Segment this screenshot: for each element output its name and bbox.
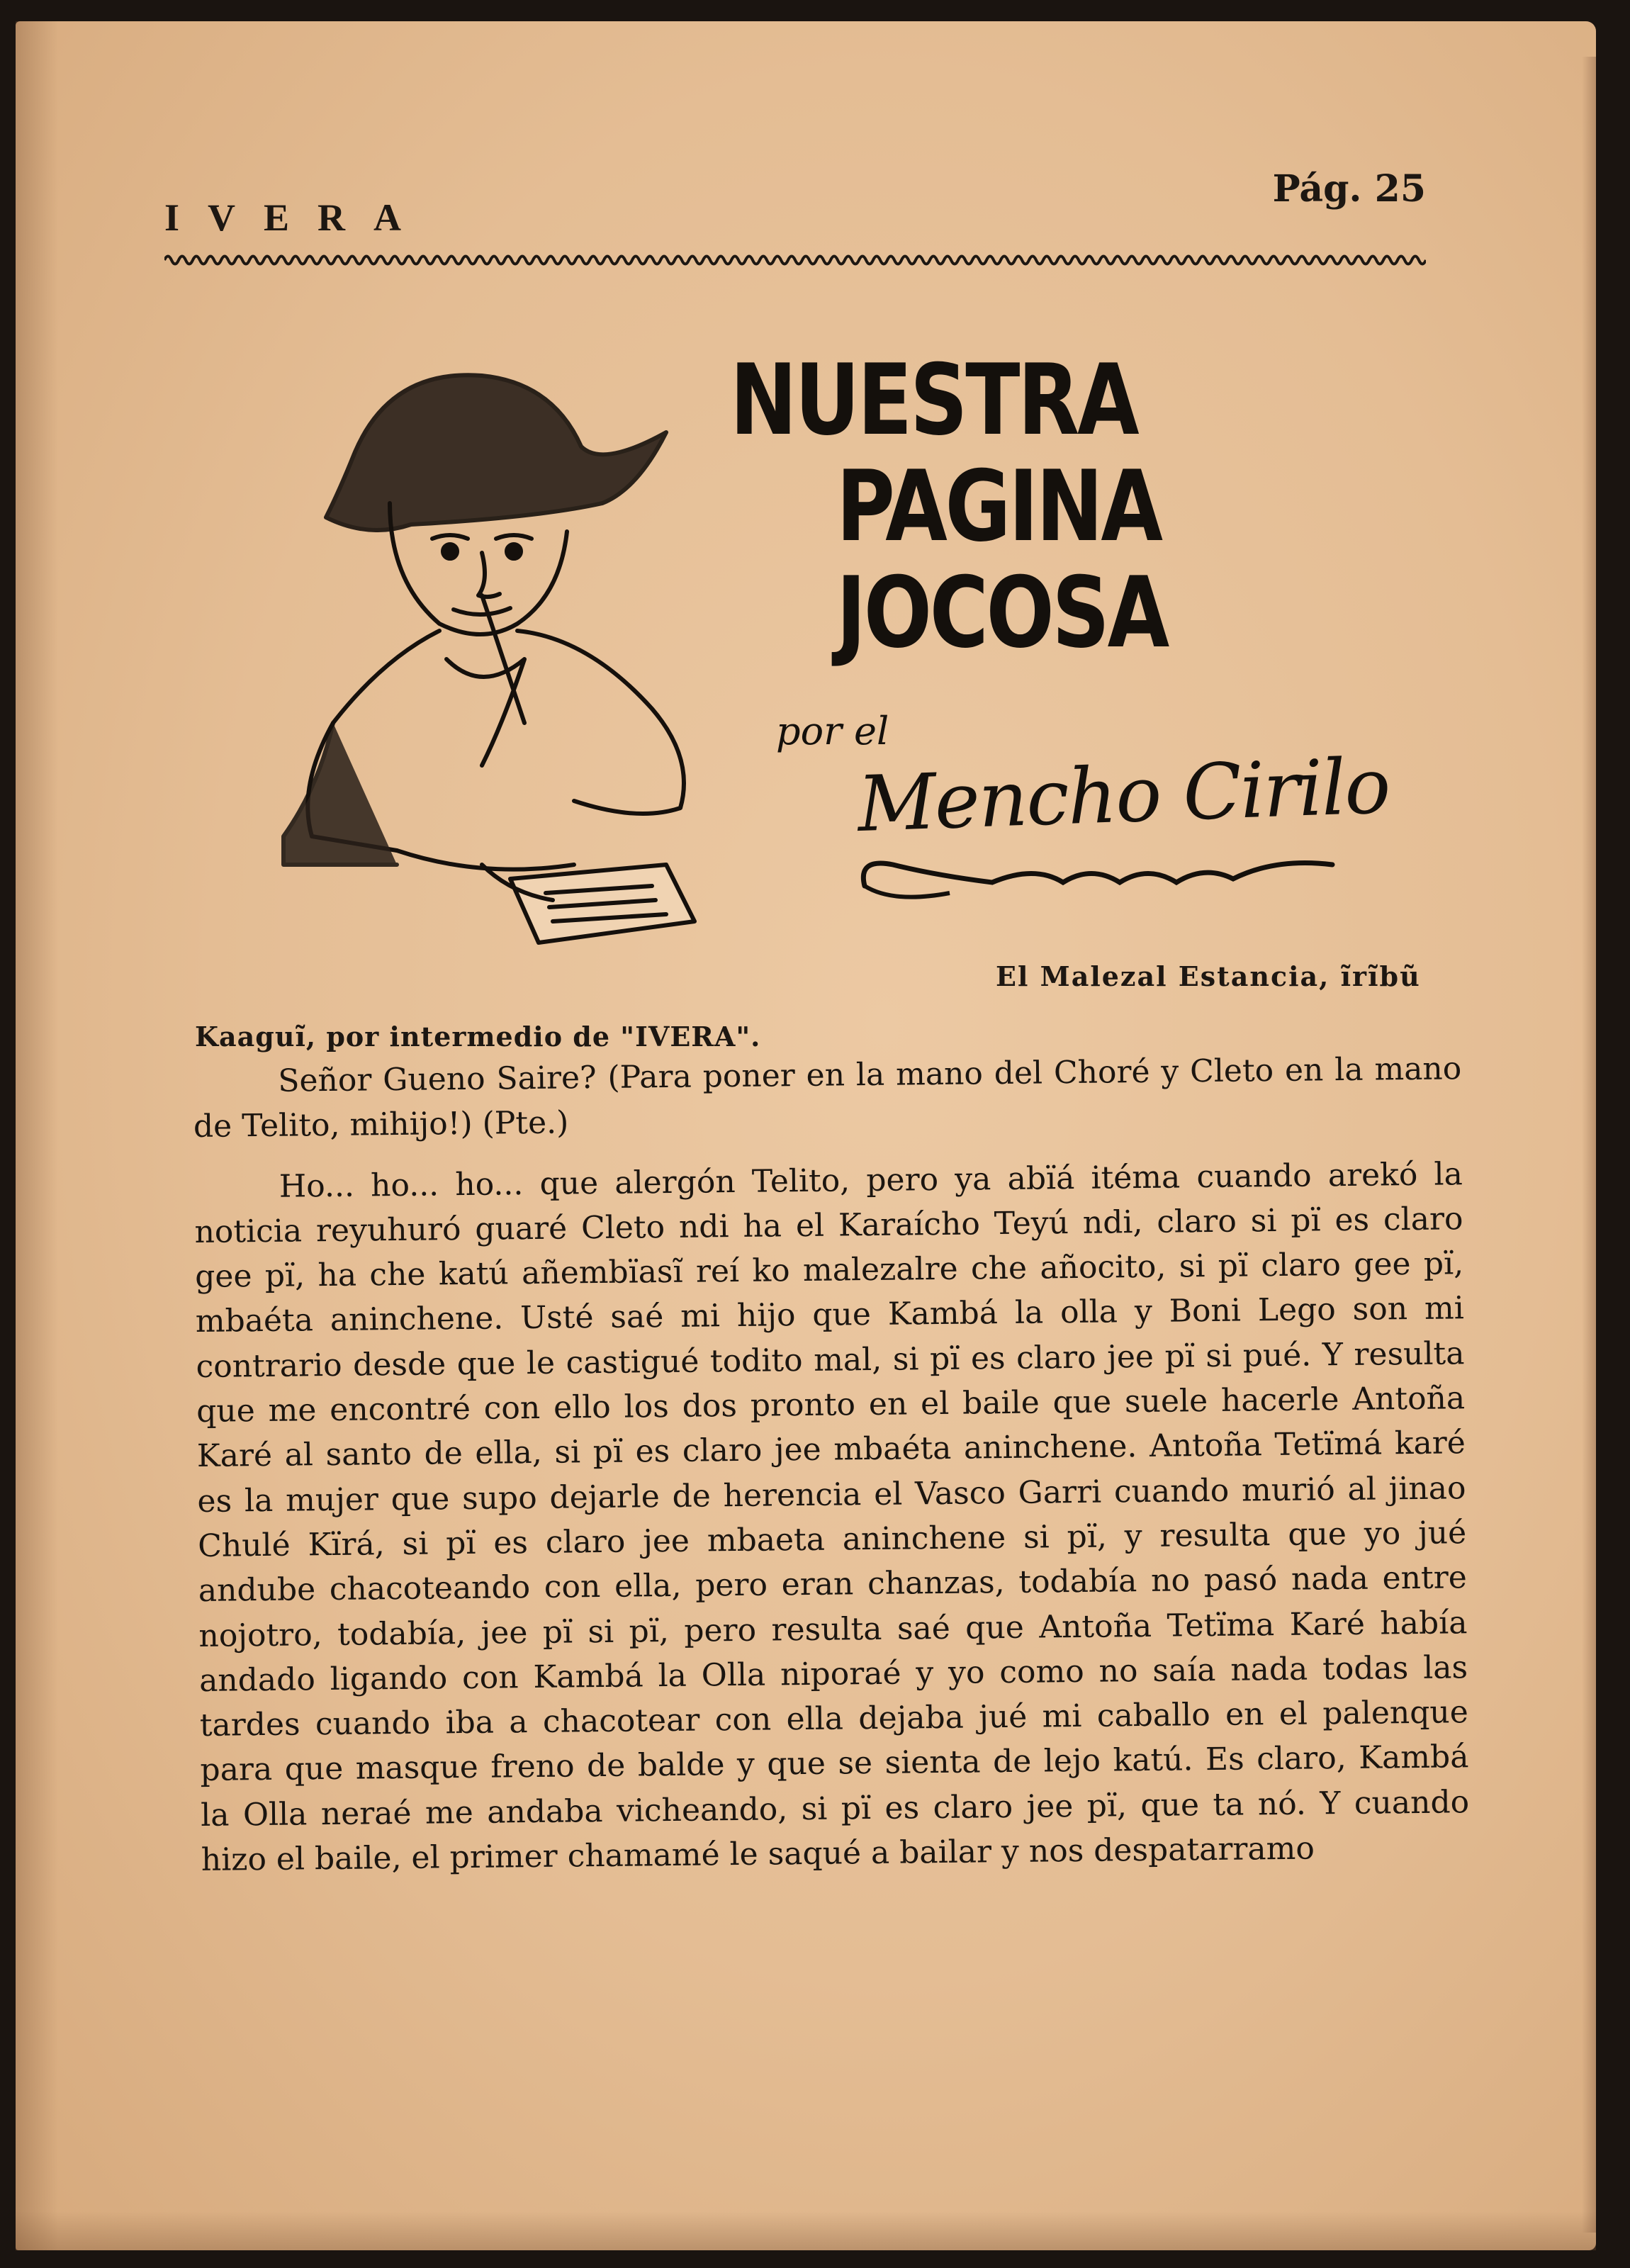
page-header xyxy=(164,167,1426,252)
dateline: El Malezal Estancia, ĩrĩbũ xyxy=(996,960,1421,992)
wavy-rule xyxy=(164,251,1426,269)
headline-line-3: JOCOSA xyxy=(836,556,1167,670)
page-edge xyxy=(1582,57,1596,2233)
signature-flourish xyxy=(850,843,1347,907)
byline-prefix: por el xyxy=(776,709,889,753)
author-signature: Mencho Cirilo xyxy=(856,741,1391,850)
paragraph: Ho... ho... ho... que alergón Telito, pero ya abïá itéma cuando arekó la noticia reyuhuró guaré Cleto ndi ha el Karaícho Teyú ndi, claro si pï es claro gee pï, ha che katú añembïasĩ reí ko malezalre che añocito, si pï claro gee pï, mbaéta aninchene. Usté saé mi hijo que Kambá la olla y Boni Lego son mi contrario desde que le castigué todito mal, si pï es claro jee pï si pué. Y resulta que me encontré con ello los dos pronto en el baile que suele hacerle Antoña Karé al santo de ella, si pï es claro jee mbaéta aninchene. Antoña Tetïmá karé es la mujer que supo dejarle de herencia el Vasco Garri cuando murió al jinao Chulé Kïrá, si pï es claro jee mbaeta aninchene si pï, y resulta que yo jué andube chacoteando con ella, pero eran chanzas, todabía no pasó nada entre nojotro, todabía, jee pï si pï, pero resulta saé que Antoña Tetïma Karé había andado ligando con Kambá la Olla niporaé y yo como no saía nada todas las tardes cuando iba a chacotear con ella dejaba jué mi caballo en el palenque para que masque freno de balde y que se sienta de lejo katú. Es claro, Kambá la Olla neraé me andaba vicheando, si pï es claro jee pï, que ta nó. Y cuando hizo el baile, el primer chamamé le saqué a bailar y nos despatarramo xyxy=(194,1155,1470,1878)
letter-body xyxy=(193,1046,1470,1898)
headline-line-1: NUESTRA xyxy=(730,343,1137,457)
page-foot-shadow xyxy=(16,2211,1596,2250)
running-title: IVERA xyxy=(164,196,430,239)
paragraph: Señor Gueno Saire? (Para poner en la mano del Choré y Cleto en la mano de Telito, mihijo!) (Pte.) xyxy=(193,1050,1462,1145)
headline-line-2: PAGINA xyxy=(836,449,1161,563)
spine-shadow xyxy=(16,21,58,2250)
gaucho-illustration xyxy=(269,326,737,964)
headline xyxy=(730,343,1226,670)
page-number: Pág. 25 xyxy=(1272,167,1426,210)
salutation: Kaaguĩ, por intermedio de "IVERA". xyxy=(195,1021,761,1052)
